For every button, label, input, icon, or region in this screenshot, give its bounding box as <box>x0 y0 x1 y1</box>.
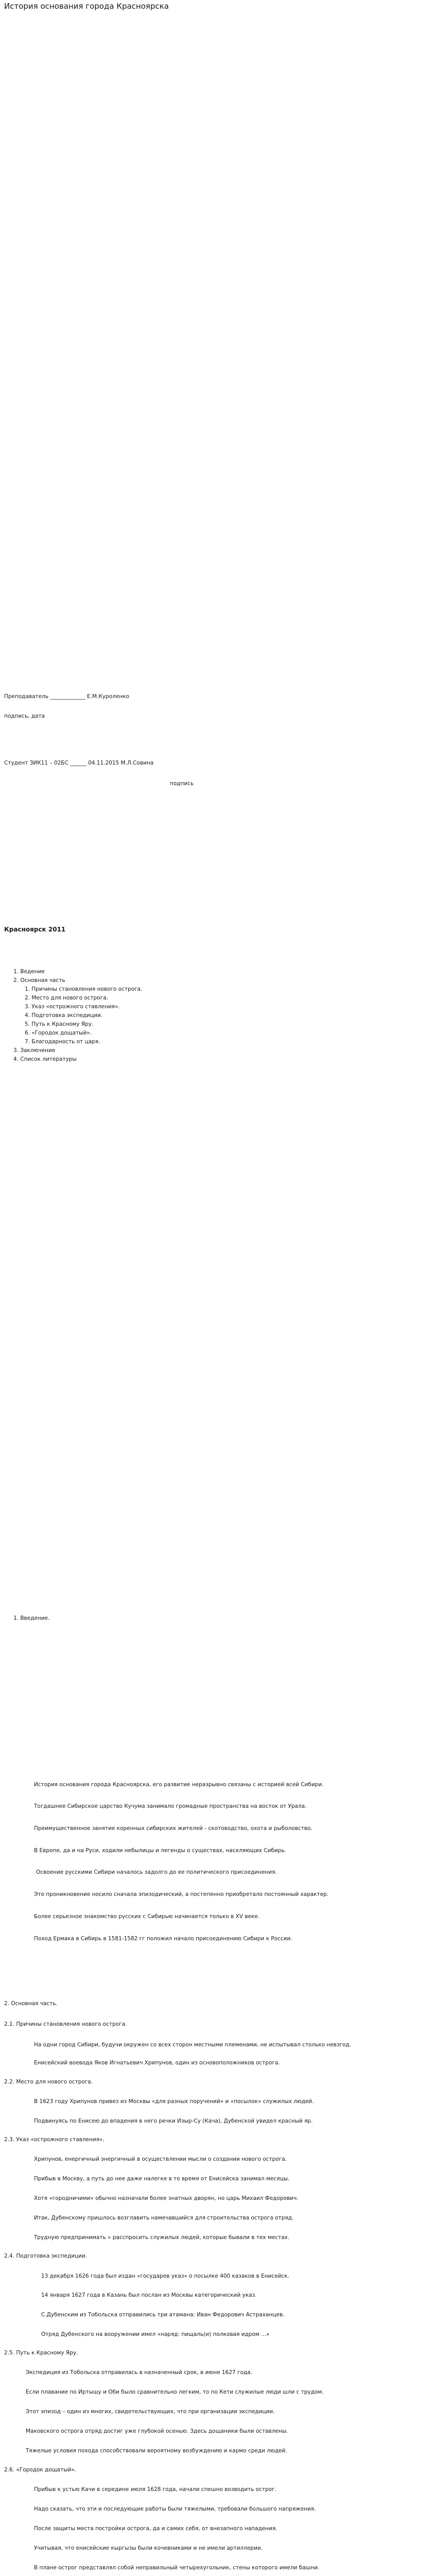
section-line: Учитывая, что енисейские кыргызы были кочевниками и не имели артиллерии. <box>34 2545 263 2551</box>
intro-paragraph: История основания города Красноярска, его развитие неразрывно связаны с историей всей Сибири. <box>34 1782 324 1788</box>
toc-item: 1. Причины становления нового острога. <box>25 986 143 992</box>
section-title: 2.1. Причины становления нового острога. <box>4 2021 127 2027</box>
toc-item: 4. Список литературы <box>13 1056 77 1062</box>
city-year: Красноярск 2011 <box>4 926 66 933</box>
supervisor-sub: подпись, дата <box>4 713 45 719</box>
section-line: Отряд Дубенского на вооружении имел «наряд: пищаль(и) полковая идром ...» <box>41 2331 270 2337</box>
toc-item: 2. Место для нового острога. <box>25 995 109 1001</box>
section-title: 2.3. Указ «острожного ставления». <box>4 2137 104 2143</box>
section-line: Трудную предпринимать » расспросить служилых людей, которые бывали в тех местах. <box>34 2234 290 2241</box>
toc-item: 3. Заключение <box>13 1047 56 1054</box>
section-line: Итак, Дубенскому пришлось возглавить намечавшийся для строительства острога отряд. <box>34 2215 294 2221</box>
section-line: Тяжелые условия похода способствовали вероятному возбуждению и кармо среди людей. <box>26 2448 287 2454</box>
intro-paragraph: Поход Ермака в Сибирь в 1581-1582 гг положил начало присоединению Сибири к России. <box>34 1936 292 1942</box>
section-line: Если плавание по Иртышу и Оби было сравнительно легким, то по Кети служилые люди шли с трудом. <box>26 2389 324 2395</box>
section-line: Этот эпизод – один из многих, свидетельствующих, что при организации экспедиции. <box>26 2409 275 2415</box>
section-title: 2.2. Место для нового острога. <box>4 2079 93 2085</box>
toc-item: 3. Указ «острожного ставления». <box>25 1004 120 1010</box>
toc-item: 1. Ведение <box>13 969 45 975</box>
section-line: 14 января 1627 года в Казань был послан из Москвы категорический указ. <box>41 2292 257 2298</box>
section-line: В 1623 году Хрипунов привез из Москвы «для разных поручений» и «посылок» служилых людей. <box>34 2098 314 2105</box>
toc-item: 2. Основная часть <box>13 977 65 984</box>
intro-paragraph: В Европе, да и на Руси, ходили небылицы и легенды о существах, населяющих Сибирь. <box>34 1848 286 1854</box>
section-line: Надо сказать, что эти и последующие работы были тяжелыми, требовали большого напряжения. <box>34 2506 316 2512</box>
section-line: Маковского острога отряд достиг уже глубокой осенью. Здесь дощаники были оставлены. <box>26 2428 288 2434</box>
intro-paragraph: Освоение русскими Сибири началось задолго до ее политического присоединения. <box>36 1869 277 1875</box>
section-line: Подвинуясь по Енисею до впадения в него речки Изыр-Су (Кача), Дубенской увидел красный яр. <box>34 2118 313 2124</box>
student-sub: подпись <box>170 781 194 787</box>
section-line: Енисейский воевода Яков Игнатьевич Хрипунов, один из основоположников острога. <box>34 2060 280 2066</box>
section-line: Прибыв в Москву, а путь до нее даже налегке в то время от Енисейска занимал месяцы. <box>34 2176 290 2182</box>
section-title: 2.5. Путь к Красному Яру. <box>4 2350 78 2356</box>
intro-heading: 1. Введение. <box>13 1615 50 1621</box>
supervisor-line: Преподаватель _____________ Е.М.Куроленко <box>4 693 129 700</box>
intro-paragraph: Тогдашнее Сибирское царство Кучума занимало громадные пространства на восток от Урала. <box>34 1803 307 1809</box>
main-heading: 2. Основная часть. <box>4 2001 58 2007</box>
section-line: Прибыв к устью Качи в середине июля 1628 года, начали спешно возводить острог. <box>34 2486 277 2493</box>
section-line: Экспедиция из Тобольска отправилась в назначенный срок, в июне 1627 года. <box>26 2369 253 2376</box>
toc-item: 4. Подготовка экспедиции. <box>25 1012 103 1019</box>
toc-item: 7. Благодарность от царя. <box>25 1039 100 1045</box>
intro-paragraph: Преимущественное занятие коренных сибирских жителей - скотоводство, охота и рыболовство. <box>34 1825 312 1832</box>
section-line: Хрипунов, енергичный энергичный в осуществлении мысли о создании нового острога. <box>34 2156 287 2162</box>
intro-paragraph: Более серьезное знакомство русских с Сибирью начинается только в XV веке. <box>34 1913 260 1920</box>
section-line: После защиты места постройки острога, да и самих себя, от внезапного нападения. <box>34 2526 277 2532</box>
section-line: Хотя «городничими» обычно назначали более знатных дворян, но царь Михаил Федорович. <box>34 2195 299 2201</box>
document-title: История основания города Красноярска <box>4 2 169 11</box>
section-title: 2.6. «Городок дощатый». <box>4 2467 77 2473</box>
intro-paragraph: Это проникновение носило сначала эпизодический, а постепенно приобретало постоянный характер. <box>34 1891 329 1897</box>
toc-item: 5. Путь к Красному Яру. <box>25 1021 94 1027</box>
student-line: Студент ЗИК11 – 02БС ______ 04.11.2015 М.Л.Совина <box>4 760 154 766</box>
section-line: С.Дубенским из Тобольска отправились три атамана: Иван Федорович Астраханцев. <box>41 2312 285 2318</box>
section-title: 2.4. Подготовка экспедиции. <box>4 2253 88 2259</box>
section-line: 13 декабря 1626 года был издан «государев указ» о посылке 400 казаков в Енисейск. <box>41 2273 289 2279</box>
toc-item: 6. «Городок дощатый». <box>25 1030 92 1036</box>
section-line: В плане острог представлял собой неправильный четырехугольник, стены которого имели башни. <box>34 2565 320 2571</box>
section-line: На одни город Сибири, будучи окружен со всех сторон местными племенами, не испытывал столько невзгод. <box>34 2042 352 2048</box>
